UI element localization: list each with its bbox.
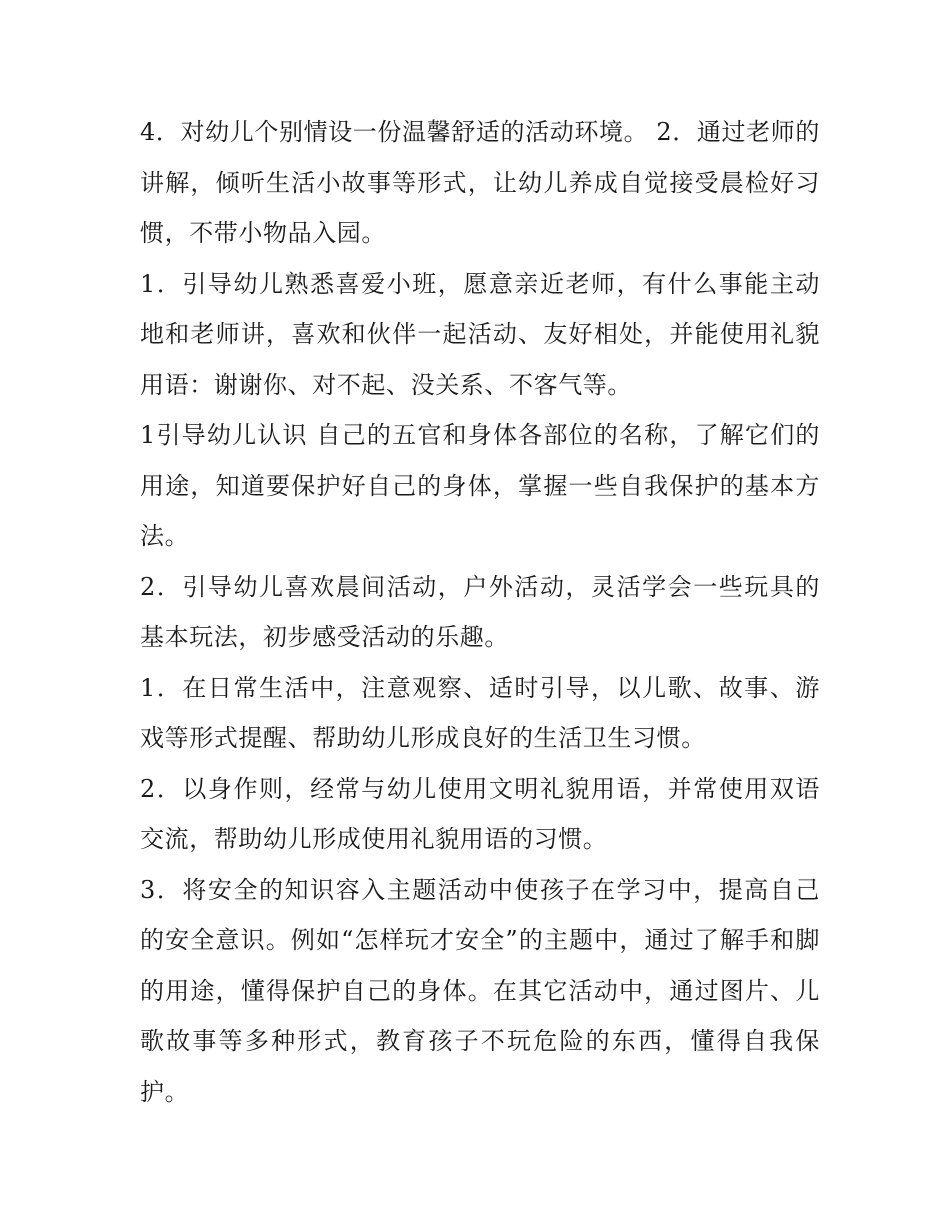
document-body xyxy=(140,107,820,1117)
paragraph-3: 1引导幼儿认识 自己的五官和身体各部位的名称，了解它们的用途，知道要保护好自己的身体，掌握一些自我保护的基本方法。 xyxy=(140,421,820,550)
paragraph-7: 3．将安全的知识容入主题活动中使孩子在学习中，提高自己的安全意识。例如“怎样玩才安全”的主题中，通过了解手和脚的用途，懂得保护自己的身体。在其它活动中，通过图片、儿歌故事等多种形式，教育孩子不玩危险的东西，懂得自我保护。 xyxy=(140,875,820,1106)
paragraph-1: 4．对幼儿个别情设一份温馨舒适的活动环境。 2．通过老师的讲解，倾听生活小故事等形式，让幼儿养成自觉接受晨检好习惯，不带小物品入园。 xyxy=(140,118,820,247)
paragraph-5: 1．在日常生活中，注意观察、适时引导，以儿歌、故事、游戏等形式提醒、帮助幼儿形成良好的生活卫生习惯。 xyxy=(140,673,820,752)
paragraph-4: 2．引导幼儿喜欢晨间活动，户外活动，灵活学会一些玩具的基本玩法，初步感受活动的乐趣。 xyxy=(140,572,820,651)
paragraph-6: 2．以身作则，经常与幼儿使用文明礼貌用语，并常使用双语交流，帮助幼儿形成使用礼貌用语的习惯。 xyxy=(140,774,820,853)
paragraph-2: 1．引导幼儿熟悉喜爱小班，愿意亲近老师，有什么事能主动地和老师讲，喜欢和伙伴一起活动、友好相处，并能使用礼貌用语：谢谢你、对不起、没关系、不客气等。 xyxy=(140,269,820,399)
